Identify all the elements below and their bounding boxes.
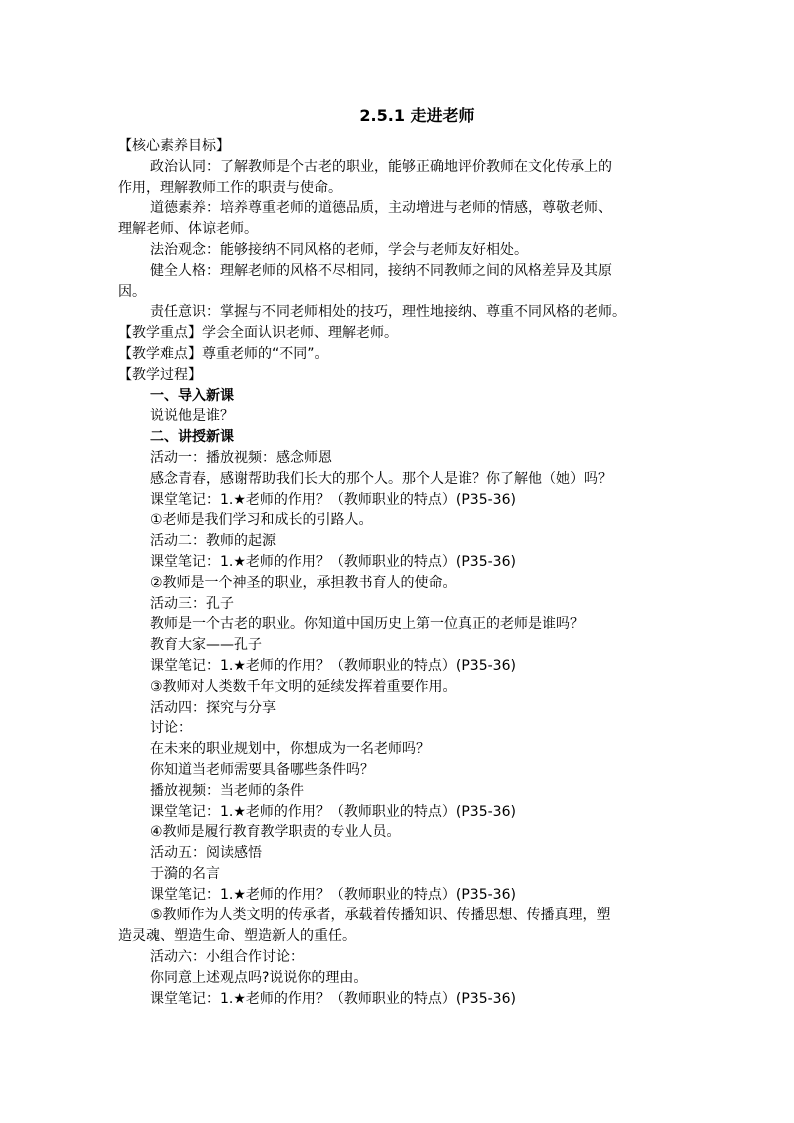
text-line: ②教师是一个神圣的职业，承担教书育人的使命。 bbox=[150, 574, 457, 591]
text-line: 作用，理解教师工作的职责与使命。 bbox=[118, 179, 342, 196]
text-line: 课堂笔记：1.★老师的作用？（教师职业的特点）(P35-36) bbox=[150, 657, 516, 674]
text-line: 课堂笔记：1.★老师的作用？（教师职业的特点）(P35-36) bbox=[150, 553, 516, 570]
text-line: 【教学难点】尊重老师的“不同”。 bbox=[118, 345, 329, 362]
document-body bbox=[118, 136, 678, 1009]
text-line: 责任意识：掌握与不同老师相处的技巧，理性地接纳、尊重不同风格的老师。 bbox=[150, 304, 626, 321]
text-line: 一、导入新课 bbox=[150, 387, 234, 404]
text-line: 政治认同：了解教师是个古老的职业，能够正确地评价教师在文化传承上的 bbox=[150, 158, 612, 175]
text-line: 活动一：播放视频：感念师恩 bbox=[150, 449, 332, 466]
text-line: 播放视频：当老师的条件 bbox=[150, 782, 304, 799]
text-line: 教师是一个古老的职业。你知道中国历史上第一位真正的老师是谁吗？ bbox=[150, 616, 584, 633]
text-line: 你同意上述观点吗?说说你的理由。 bbox=[150, 969, 368, 986]
text-line: 【教学重点】学会全面认识老师、理解老师。 bbox=[118, 325, 398, 342]
text-line: 课堂笔记：1.★老师的作用？（教师职业的特点）(P35-36) bbox=[150, 886, 516, 903]
text-line: ⑤教师作为人类文明的传承者，承载着传播知识、传播思想、传播真理，塑 bbox=[150, 907, 611, 924]
text-line: 课堂笔记：1.★老师的作用？（教师职业的特点）(P35-36) bbox=[150, 990, 516, 1007]
text-line: 二、讲授新课 bbox=[150, 429, 234, 446]
text-line: 健全人格：理解老师的风格不尽相同，接纳不同教师之间的风格差异及其原 bbox=[150, 262, 612, 279]
page-title: 2.5.1 走进老师 bbox=[359, 106, 475, 125]
text-line: 法治观念：能够接纳不同风格的老师，学会与老师友好相处。 bbox=[150, 241, 528, 258]
text-line: 道德素养：培养尊重老师的道德品质，主动增进与老师的情感，尊敬老师、 bbox=[150, 200, 612, 217]
text-line: 活动三：孔子 bbox=[150, 595, 234, 612]
text-line: 说说他是谁？ bbox=[150, 408, 234, 425]
text-line: 课堂笔记：1.★老师的作用？（教师职业的特点）(P35-36) bbox=[150, 491, 516, 508]
text-line: 感念青春，感谢帮助我们长大的那个人。那个人是谁？你了解他（她）吗？ bbox=[150, 470, 612, 487]
text-line: 讨论： bbox=[150, 720, 192, 737]
text-line: ①老师是我们学习和成长的引路人。 bbox=[150, 512, 373, 529]
text-line: 活动二：教师的起源 bbox=[150, 533, 276, 550]
text-line: 活动四：探究与分享 bbox=[150, 699, 276, 716]
text-line: 活动五：阅读感悟 bbox=[150, 845, 262, 862]
text-line: 造灵魂、塑造生命、塑造新人的重任。 bbox=[118, 928, 356, 945]
text-line: 因。 bbox=[118, 283, 146, 300]
text-line: 课堂笔记：1.★老师的作用？（教师职业的特点）(P35-36) bbox=[150, 803, 516, 820]
text-line: ③教师对人类数千年文明的延续发挥着重要作用。 bbox=[150, 678, 457, 695]
text-line: ④教师是履行教育教学职责的专业人员。 bbox=[150, 824, 401, 841]
text-line: 理解老师、体谅老师。 bbox=[118, 221, 258, 238]
text-line: 活动六：小组合作讨论： bbox=[150, 949, 304, 966]
text-line: 你知道当老师需要具备哪些条件吗？ bbox=[150, 761, 374, 778]
text-line: 于漪的名言 bbox=[150, 865, 220, 882]
text-line: 在未来的职业规划中，你想成为一名老师吗？ bbox=[150, 741, 430, 758]
text-line: 【核心素养目标】 bbox=[118, 138, 230, 154]
text-line: 【教学过程】 bbox=[118, 366, 202, 383]
text-line: 教育大家——孔子 bbox=[150, 637, 262, 654]
